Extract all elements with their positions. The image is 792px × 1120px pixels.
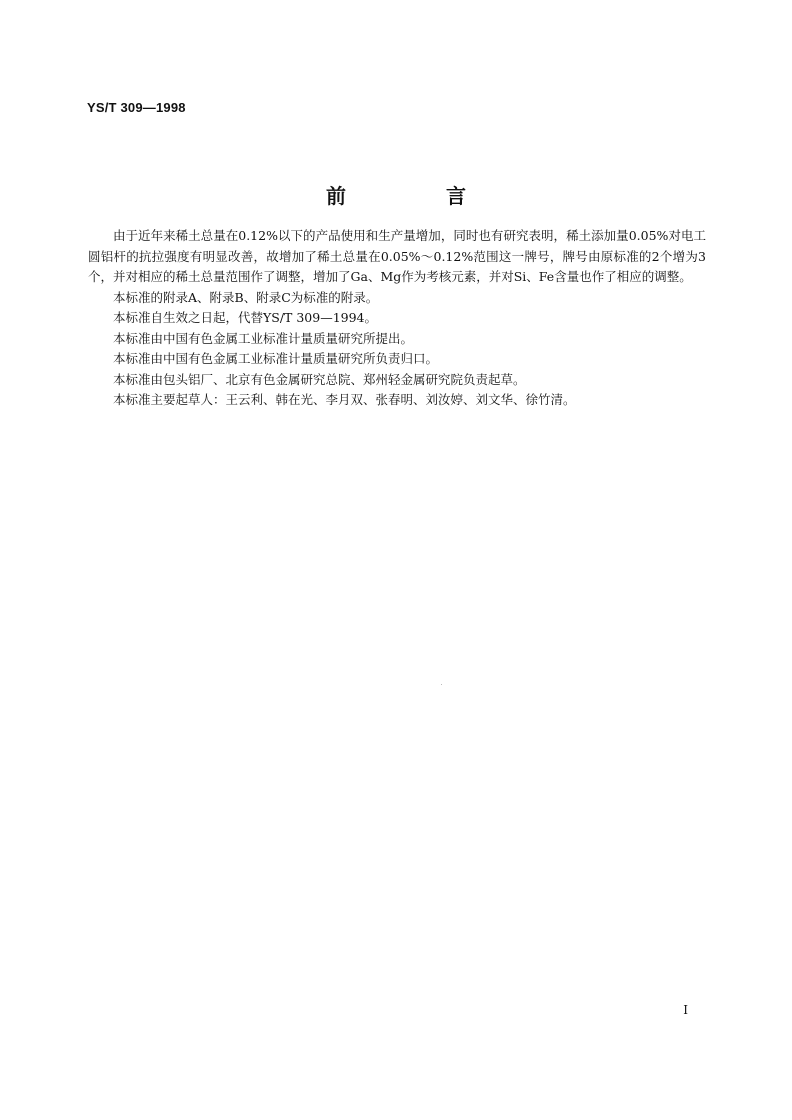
paragraph-appendices: 本标准的附录A、附录B、附录C为标准的附录。 [113,289,379,305]
scan-speck [441,684,442,685]
paragraph-replaces: 本标准自生效之日起，代替YS/T 309—1994。 [113,310,378,325]
paragraph-drafted-by: 本标准由包头铝厂、北京有色金属研究总院、郑州轻金属研究院负责起草。 [113,371,526,387]
paragraph-proposed-by: 本标准由中国有色金属工业标准计量质量研究所提出。 [113,330,414,346]
paragraph-background: 由于近年来稀土总量在0.12%以下的产品使用和生产量增加，同时也有研究表明，稀土添加量0.05%对电工圆铝杆的抗拉强度有明显改善，故增加了稀土总量在0.05%～0.12%范围这一牌号，牌号由原标准的2个增为3个，并对相应的稀土总量范围作了调整，增加了Ga、Mg作为考核元素，并对Si、Fe含量也作了相应的调整。 [88,228,706,284]
paragraph-drafters: 本标准主要起草人：王云利、韩在光、李月双、张春明、刘汝婷、刘文华、徐竹清。 [113,392,576,407]
standard-code: YS/T 309—1998 [87,100,186,115]
page-title: 前 言 [326,184,506,208]
paragraph-centralized-by: 本标准由中国有色金属工业标准计量质量研究所负责归口。 [113,351,439,366]
page-number: I [683,1003,688,1017]
foreword-body [88,226,706,411]
